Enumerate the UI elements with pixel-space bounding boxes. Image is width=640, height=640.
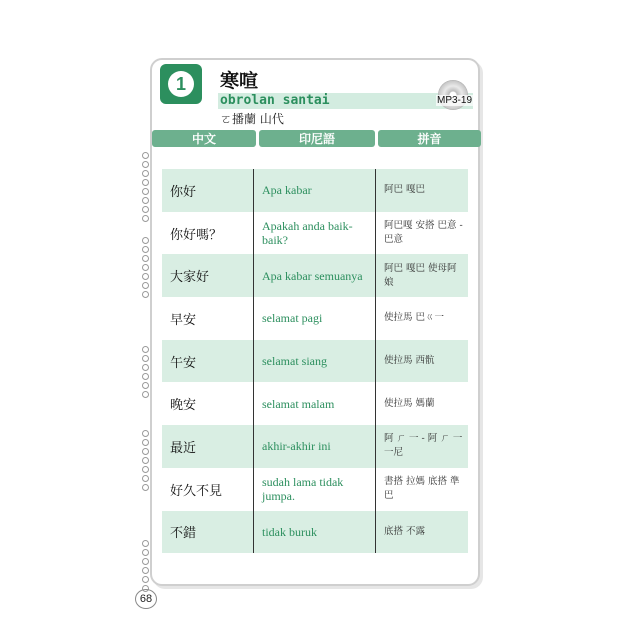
audio-track-label: MP3-19 [437, 95, 473, 106]
cell-chinese: 晚安 [162, 382, 254, 425]
column-header-indonesian: 印尼語 [259, 130, 375, 147]
table-row [162, 169, 468, 212]
cell-pinyin: 阿巴嘎 安搭 巴意 - 巴意 [384, 220, 463, 246]
table-row [162, 425, 468, 468]
table-row [162, 511, 468, 554]
column-header-chinese: 中文 [152, 130, 256, 147]
table-row [162, 382, 468, 425]
cell-chinese: 午安 [162, 340, 254, 383]
cell-indonesian: selamat pagi [254, 297, 376, 340]
lesson-number: 1 [168, 71, 194, 97]
cell-chinese: 大家好 [162, 254, 254, 297]
cell-indonesian: selamat siang [254, 340, 376, 383]
cell-pinyin: 阿巴 嘎巴 使母阿娘 [384, 262, 457, 288]
column-header-pinyin: 拼音 [378, 130, 481, 147]
cell-pinyin: 書搭 拉媽 底搭 準巴 [384, 476, 460, 502]
lesson-title-id: obrolan santai [220, 93, 330, 108]
phrase-table [162, 169, 468, 553]
binder-rings-mid [142, 346, 150, 400]
cell-indonesian: sudah lama tidak jumpa. [254, 468, 376, 511]
cell-pinyin: 阿巴 嘎巴 [384, 184, 426, 196]
cell-chinese: 不錯 [162, 511, 254, 554]
binder-rings-bottom [142, 540, 150, 594]
cell-chinese: 好久不見 [162, 468, 254, 511]
cell-pinyin: 底搭 不露 [384, 525, 426, 537]
cell-chinese: 你好 [162, 169, 254, 212]
cell-indonesian: tidak buruk [254, 511, 376, 554]
table-row [162, 297, 468, 340]
binder-rings-top [142, 152, 150, 224]
table-row [162, 340, 468, 383]
page-number: 68 [135, 589, 157, 609]
cell-chinese: 你好嗎？ [162, 212, 254, 255]
lesson-subtitle: ㄛ播蘭 山代 [220, 112, 284, 126]
cell-indonesian: akhir-akhir ini [254, 425, 376, 468]
cell-chinese: 最近 [162, 425, 254, 468]
table-row [162, 212, 468, 255]
lesson-title-zh: 寒喧 [220, 70, 259, 92]
table-row [162, 468, 468, 511]
cell-chinese: 早安 [162, 297, 254, 340]
cell-indonesian: Apa kabar semuanya [254, 254, 376, 297]
cell-indonesian: selamat malam [254, 382, 376, 425]
cell-pinyin: 使拉馬 西骯 [384, 355, 435, 367]
table-row [162, 254, 468, 297]
binder-rings-lower-mid [142, 430, 150, 493]
lesson-number-badge [160, 64, 202, 104]
cell-pinyin: 使拉馬 巴ㄍ一 [384, 312, 445, 324]
cell-pinyin: 阿 ㄏ 一 - 阿 ㄏ 一 一尼 [384, 433, 463, 459]
cell-indonesian: Apa kabar [254, 169, 376, 212]
binder-rings-upper-mid [142, 237, 150, 300]
cell-pinyin: 使拉馬 媽蘭 [384, 397, 435, 409]
cell-indonesian: Apakah anda baik-baik? [254, 212, 376, 255]
